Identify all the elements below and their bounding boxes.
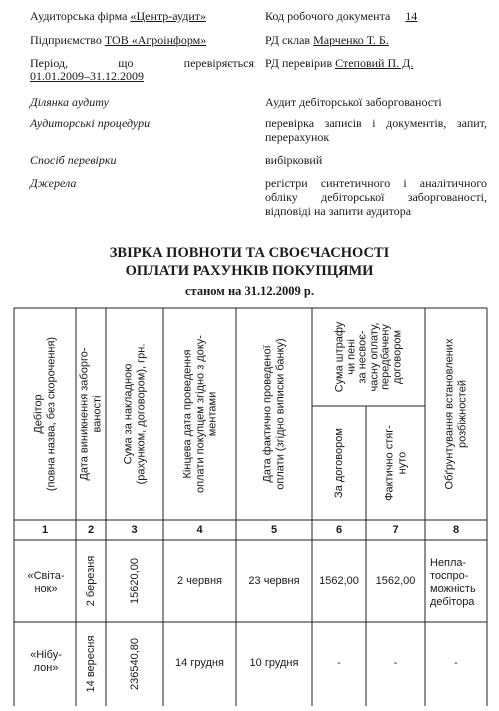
header-due-date: Кінцева дата проведення оплати покупцем згідно з доку- ментами [180,335,218,493]
rd-composed-value: Марченко Т. Б. [313,33,389,47]
row1-amount: 15620,00 [128,558,141,604]
col-num-5: 5 [270,524,278,536]
audit-procedures-value: перевірка записів і документів, запит, перерахунок [265,116,487,144]
row2-date-arise: 14 вересня [84,635,97,693]
rd-checked-label: РД перевірив [265,56,333,70]
row1-due-date: 2 червня [176,575,222,587]
row2-reason: - [454,657,458,669]
row1-penalty-contract: 1562,00 [319,575,359,587]
header-amount: Сума за накладною (рахунком, договором), грн. [122,343,147,485]
sources-label: Джерела [30,176,77,190]
row2-penalty-contract: - [337,657,341,669]
row1-date-arise: 2 березня [84,555,97,607]
row2-debtor: «Нібу- лон» [30,649,62,674]
col-num-2: 2 [87,524,95,536]
audit-area-value: Аудит дебіторської заборгованості [265,95,442,109]
col-num-3: 3 [131,524,138,536]
table-title-line1: ЗВІРКА ПОВНОТИ ТА СВОЄЧАСНОСТІ [109,245,390,261]
period-value: 01.01.2009–31.12.2009 [30,69,144,83]
row2-due-date: 14 грудня [175,657,224,669]
table-subtitle: станом на 31.12.2009 р. [185,284,314,298]
header-date-arise: Дата виникнення заборго- ваності [78,347,103,481]
table-title-line2: ОПЛАТИ РАХУНКІВ ПОКУПЦЯМИ [125,263,374,279]
enterprise-label: Підприємство [30,33,102,47]
row1-debtor: «Світа- нок» [27,570,65,595]
col-num-4: 4 [196,524,203,536]
rd-checked-value: Степовий П. Д. [335,56,414,70]
row2-penalty-collected: - [393,657,398,669]
sources-value: регістри синтетичного і аналітичного обліку дебіторської заборгованості, відповіді на запити аудитора [265,176,487,218]
doc-code-label: Код робочого документа [265,9,391,23]
row2-paid-date: 10 грудня [249,657,299,669]
header-debtor: Дебітор (повна назва, без скорочення) [32,336,57,492]
header-reason: Обґрунтування встановлених розбіжностей [443,338,468,490]
doc-code-value: 14 [405,9,418,23]
col-num-1: 1 [41,524,49,536]
header-penalty-group: Сума штрафу чи пені за несвоє- часну оплату, передбачену договором [333,321,403,393]
period-label: Період, що перевіряється [30,56,254,70]
col-num-6: 6 [335,524,343,536]
row2-amount: 236540,80 [128,638,141,690]
header-paid-date: Дата фактично проведеної оплати (згідно виписки банку) [261,338,286,490]
check-method-label: Спосіб перевірки [30,153,117,167]
col-num-8: 8 [452,524,460,536]
rd-composed-label: РД склав [265,33,311,47]
row1-reason: Непла- тоспро- можність дебітора [430,557,476,608]
audit-firm-name: «Центр-аудит» [130,9,207,23]
enterprise-name: ТОВ «Агроінформ» [104,33,207,47]
check-method-value: вибірковий [265,153,323,167]
audit-procedures-label: Аудиторські процедури [30,116,151,130]
row1-penalty-collected: 1562,00 [375,575,416,587]
col-num-7: 7 [392,524,399,536]
row1-paid-date: 23 червня [248,575,300,587]
header-penalty-contract: За договором [332,428,345,498]
audit-firm-label: Аудиторська фірма [30,9,128,23]
audit-area-label: Ділянка аудиту [30,95,109,109]
header-penalty-collected: Фактично стяг- нуто [383,425,408,501]
